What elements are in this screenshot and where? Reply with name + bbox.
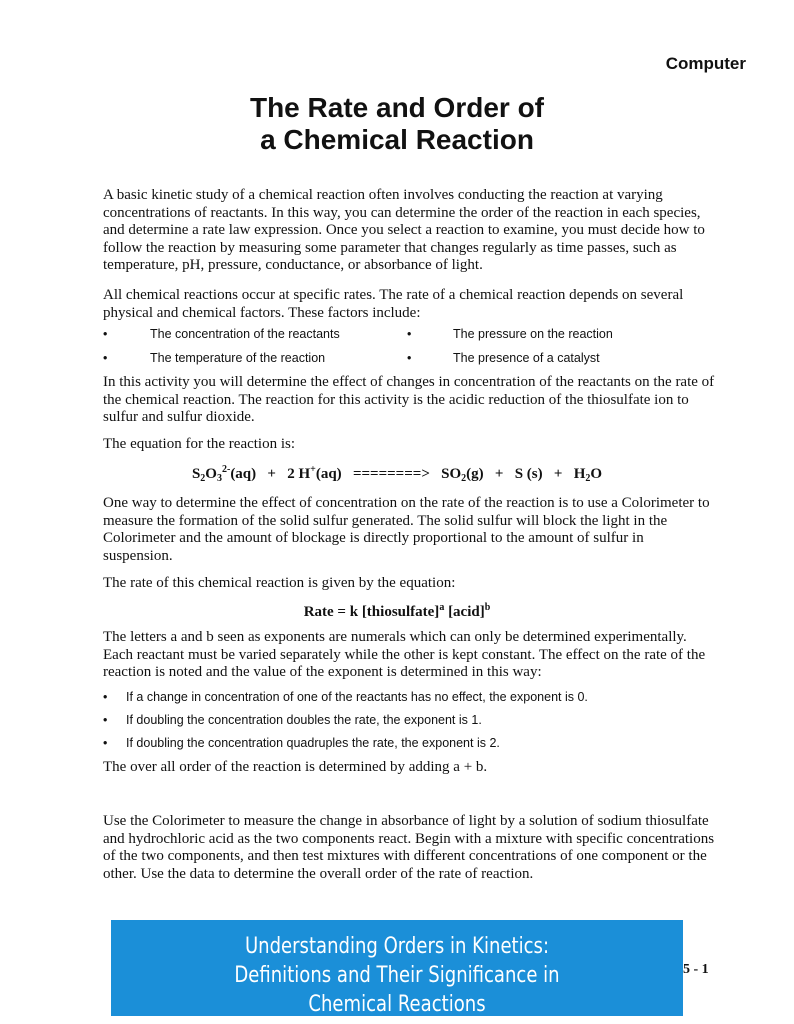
banner-line-3: Chemical Reactions [308, 992, 486, 1016]
bullet-icon: • [407, 351, 412, 365]
factor-item: The temperature of the reaction [150, 351, 326, 365]
colorimeter-paragraph: One way to determine the effect of concentration on the rate of the reaction is to use a Colorimeter to measure the formation of the solid sulfur generated. The solid sulfur will block the light in the Colorimeter and the amount of blockage is directly proportional to the amount of sulfur in suspension. [103, 495, 710, 564]
rate-equation: Rate = k [thiosulfate]$^a$ [acid]$^b$ [303, 602, 491, 620]
corner-label: Computer [665, 54, 746, 73]
bullet-icon: • [103, 327, 108, 341]
page-title [0, 92, 794, 156]
overall-order-paragraph: The over all order of the reaction is determined by adding a + b. [103, 759, 488, 775]
intro-paragraph: A basic kinetic study of a chemical reaction often involves conducting the reaction at varying concentrations of reactants. In this way, you can determine the order of the reaction in each species, and determine a rate law expression. Once you select a reaction to examine, you must decide how to follow the reaction by measuring some parameter that changes regularly as time passes, such as temperature, pH, pressure, conductance, or absorbance of light. [103, 187, 705, 273]
exponents-paragraph: The letters a and b seen as exponents are numerals which can only be determined experimentally. Each reactant must be varied separately while the other is kept constant. The effect on the rate of the reaction is noted and the value of the exponent is determined in this way: [103, 629, 706, 680]
bullet-icon: • [103, 713, 108, 727]
document-page: Computer The Rate and Order of a Chemical Reaction A basic kinetic study of a chemical reaction often involves conducting the reaction at varying concentrations of reactants. In this way, you can determine the order of the reaction in each species, and determine a rate law expression. Once you select a reaction to examine, you must decide how to follow the reaction by measuring some parameter that changes regularly as time passes, such as temperature, pH, pressure, conductance, or absorbance of light. All chemical reactions occur at specific rates. The rate of a chemical reaction depends on several physical and chemical factors. These factors include: • The concentration of the reactants • The pressure on the reaction • The temperature of the reaction • The presence of a catalyst In this activity you will determine the effect of changes in concentration of the reactants on the rate of the chemical reaction. The reaction for this activity is the acidic reduction of the thiosulfate ion to sulfur and sulfur dioxide. The equation for the reaction is: $S_2O_3^{2-}(aq)$ + 2 H+(aq) ========> $SO_2(g)$ + S (s) + $H_2O$ One way to determine the effect of concentration on the rate of the reaction is to use a Colorimeter to measure the formation of the solid sulfur generated. The solid sulfur will block the light in the Colorimeter and the amount of blockage is directly proportional to the amount of sulfur in suspension. The rate of this chemical reaction is given by the equation: Rate = k [thiosulfate]$^a$ [acid]$^b$ The letters a and b seen as exponents are numerals which can only be determined experimentally. Each reactant must be varied separately while the other is kept constant. The effect on the rate of the reaction is noted and the value of the exponent is determined in this way: • If a change in concentration of one of the reactants has no effect, the exponent is 0. • If doubling the concentration doubles the rate, the exponent is 1. • If doubling the concentration quadruples the rate, the exponent is 2. The over all order of the reaction is determined by adding a + b. Use the Colorimeter to measure the change in absorbance of light by a solution of sodium thiosulfate and hydrochloric acid as the two components react. Begin with a mixture with specific concentrations of the two components, and then test mixtures with different concentrations of one component or the other. Use the data to determine the overall order of the rate of reaction. 5 - 1 Understanding Orders in Kinetics: Definitions and Their Significance in Chemical Reactions [0, 0, 794, 1024]
factor-item: The presence of a catalyst [453, 351, 600, 365]
rate-intro: The rate of this chemical reaction is given by the equation: [103, 575, 456, 591]
bullet-icon: • [103, 736, 108, 750]
activity-paragraph: In this activity you will determine the effect of changes in concentration of the reactants on the rate of the chemical reaction. The reaction for this activity is the acidic reduction of the thiosulfate ion to sulfur and sulfur dioxide. [103, 374, 715, 425]
title-line-2: a Chemical Reaction [260, 124, 534, 155]
banner-line-1: Understanding Orders in Kinetics: [244, 934, 550, 959]
factor-item: The concentration of the reactants [150, 327, 340, 341]
caption-banner [111, 920, 683, 1016]
banner-line-2: Definitions and Their Significance in [234, 963, 560, 988]
equation-intro: The equation for the reaction is: [103, 436, 296, 452]
bullet-icon: • [103, 690, 108, 704]
page-number: 5 - 1 [683, 962, 709, 977]
bullet-icon: • [407, 327, 412, 341]
procedure-paragraph: Use the Colorimeter to measure the change in absorbance of light by a solution of sodium thiosulfate and hydrochloric acid as the two components react. Begin with a mixture with specific concentrations of the two components, and then test mixtures with different concentrations of one component or the other. Use the data to determine the overall order of the rate of reaction. [103, 813, 715, 882]
bullet-icon: • [103, 351, 108, 365]
title-line-1: The Rate and Order of [249, 92, 545, 123]
reaction-equation: $S_2O_3^{2-}(aq)$ + 2 H+(aq) ========> $SO_2(g)$ + S (s) + $H_2O$ [191, 464, 603, 484]
banner-caption [162, 932, 631, 1016]
rates-paragraph: All chemical reactions occur at specific rates. The rate of a chemical reaction depends on several physical and chemical factors. These factors include: [103, 287, 684, 321]
factor-item: The pressure on the reaction [453, 327, 613, 341]
